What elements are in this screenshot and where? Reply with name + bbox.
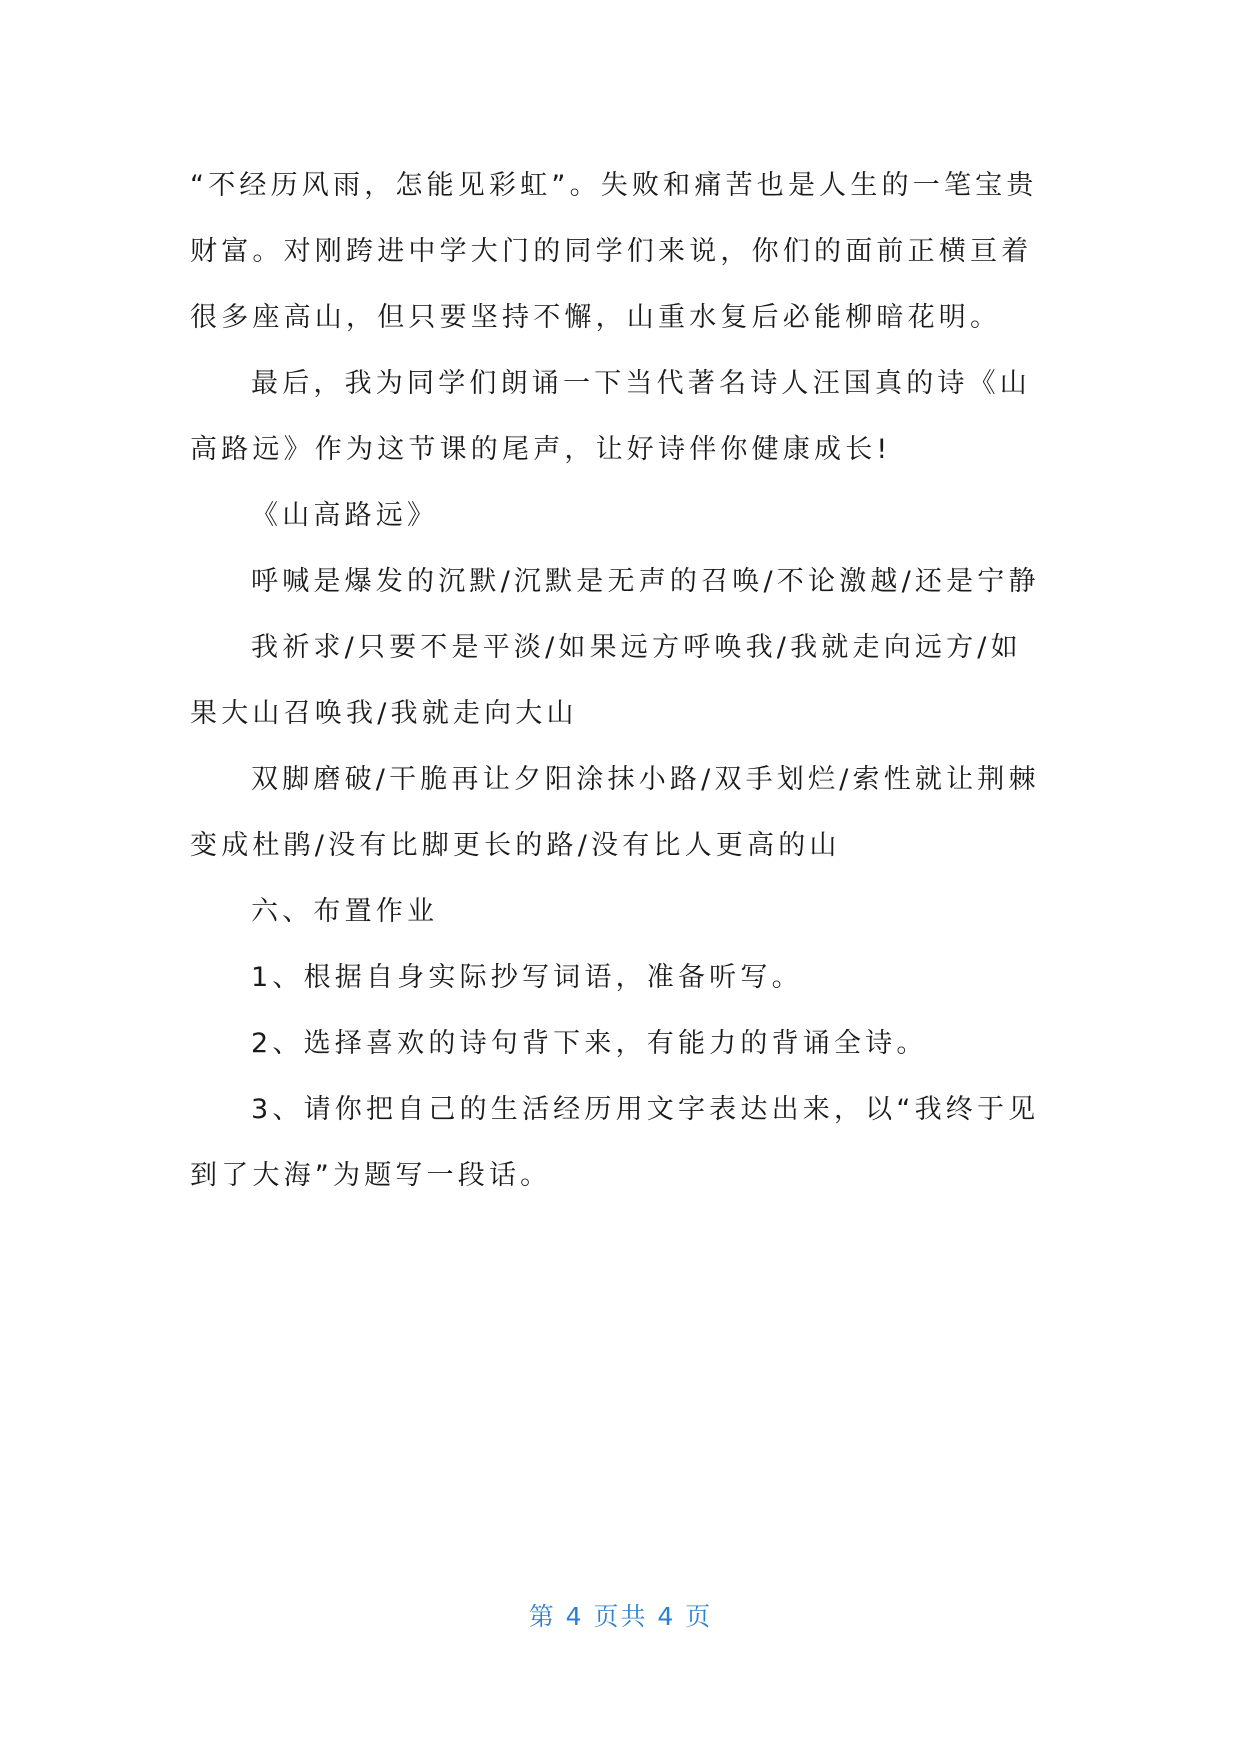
poem-line: 我祈求/只要不是平淡/如果远方呼唤我/我就走向远方/如 bbox=[251, 632, 1022, 663]
text-line: 财富。对刚跨进中学大门的同学们来说，你们的面前正横亘着 bbox=[190, 236, 1033, 267]
homework-item: 2、选择喜欢的诗句背下来，有能力的背诵全诗。 bbox=[251, 1028, 928, 1059]
section-heading: 六、布置作业 bbox=[251, 896, 439, 927]
text-line: 很多座高山，但只要坚持不懈，山重水复后必能柳暗花明。 bbox=[190, 302, 1002, 333]
text-line: 高路远》作为这节课的尾声，让好诗伴你健康成长! bbox=[190, 434, 892, 465]
poem-line: 呼喊是爆发的沉默/沉默是无声的召唤/不论激越/还是宁静 bbox=[251, 566, 1040, 597]
homework-item: 3、请你把自己的生活经历用文字表达出来，以“我终于见 bbox=[251, 1094, 1040, 1125]
poem-line: 变成杜鹃/没有比脚更长的路/没有比人更高的山 bbox=[190, 830, 841, 861]
homework-item: 到了大海”为题写一段话。 bbox=[190, 1160, 552, 1191]
poem-line: 双脚磨破/干脆再让夕阳涂抹小路/双手划烂/索性就让荆棘 bbox=[251, 764, 1040, 795]
poem-title: 《山高路远》 bbox=[251, 500, 439, 531]
page-number-footer: 第 4 页共 4 页 bbox=[528, 1602, 713, 1631]
document-body bbox=[190, 153, 1050, 1209]
poem-line: 果大山召唤我/我就走向大山 bbox=[190, 698, 578, 729]
text-line: “不经历风雨，怎能见彩虹”。失败和痛苦也是人生的一笔宝贵 bbox=[190, 170, 1038, 201]
text-line: 最后，我为同学们朗诵一下当代著名诗人汪国真的诗《山 bbox=[251, 368, 1031, 399]
homework-item: 1、根据自身实际抄写词语，准备听写。 bbox=[251, 962, 803, 993]
